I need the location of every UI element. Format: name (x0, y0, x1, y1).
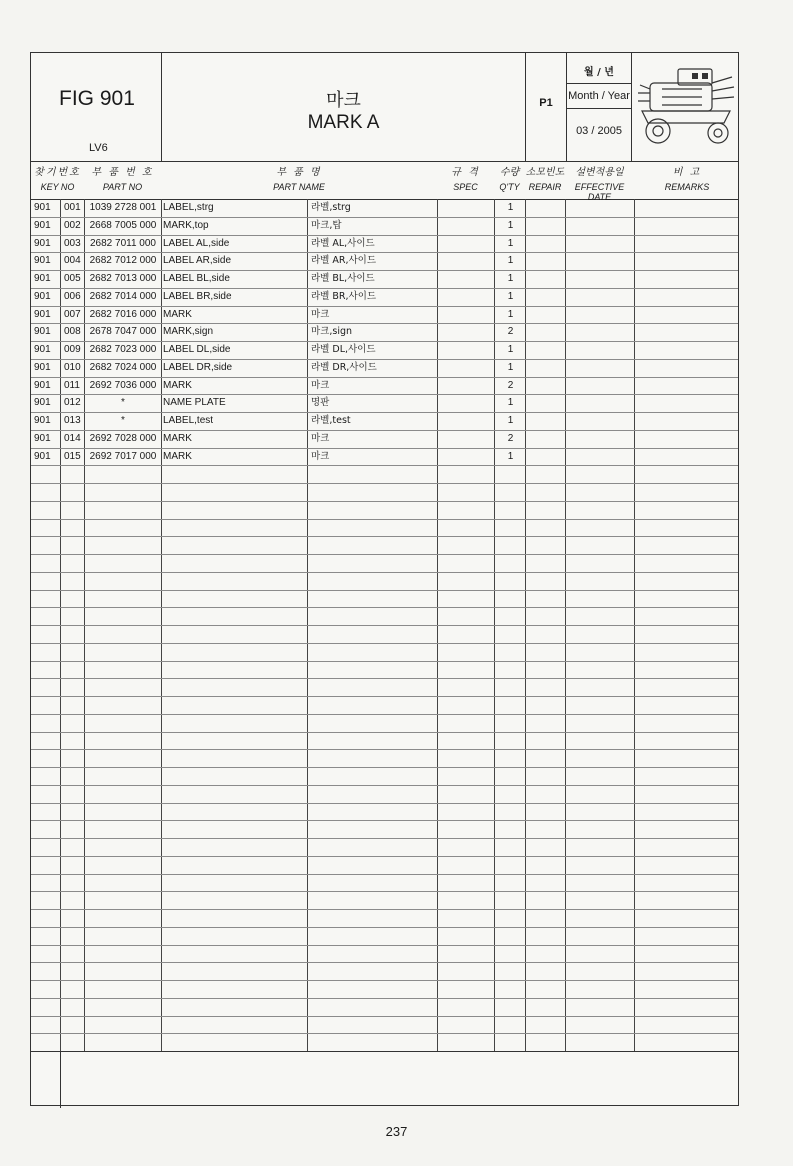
table-row (31, 306, 738, 324)
table-row (31, 377, 738, 395)
key-number: 015 (64, 450, 81, 462)
col-rem-en: REMARKS (664, 182, 710, 192)
row-rule (31, 980, 738, 981)
quantity: 1 (507, 255, 514, 267)
part-name-korean: 마크,탑 (311, 219, 342, 231)
col-qty (494, 161, 525, 199)
col-remarks (634, 161, 740, 199)
row-rule (31, 501, 738, 502)
quantity: 1 (507, 237, 514, 249)
part-number: 2682 7014 000 (89, 290, 157, 302)
row-rule (31, 643, 738, 644)
fig-number: 901 (34, 379, 51, 391)
table-row (31, 235, 738, 253)
table-row (31, 217, 738, 235)
key-number: 007 (64, 308, 81, 320)
key-number: 003 (64, 237, 81, 249)
col-key-en: KEY NO (40, 182, 75, 192)
fig-number: 901 (34, 361, 51, 373)
part-number: 2682 7011 000 (90, 237, 156, 249)
row-rule (31, 554, 738, 555)
table-row (31, 448, 738, 466)
title-korean: 마크 (326, 90, 361, 111)
quantity: 2 (507, 432, 514, 444)
title-english: MARK A (307, 112, 380, 133)
quantity: 1 (507, 290, 514, 302)
part-number: 2692 7028 000 (89, 432, 157, 444)
fig-number: 901 (34, 308, 51, 320)
fig-number: 901 (34, 290, 51, 302)
figure-title: FIG 901 (59, 87, 135, 110)
part-name-english: LABEL BR,side (163, 290, 232, 302)
part-name-korean: 마크,sign (311, 326, 353, 338)
row-rule (31, 661, 738, 662)
date-label-english: Month / Year (567, 83, 631, 109)
row-rule (31, 962, 738, 963)
col-part-en: PART NO (102, 182, 143, 192)
row-rule (31, 483, 738, 484)
quantity: 2 (507, 379, 514, 391)
part-name-english: LABEL AR,side (163, 255, 232, 267)
row-rule (31, 678, 738, 679)
row-rule (31, 856, 738, 857)
part-number: 2682 7023 000 (89, 344, 157, 355)
table-row (31, 394, 738, 412)
date-cell (567, 53, 632, 161)
col-part-name (161, 161, 437, 199)
part-name-korean: 마크 (311, 379, 330, 391)
row-rule (31, 803, 738, 804)
part-name-korean: 라벨 DR,사이드 (311, 361, 377, 373)
part-name-korean: 라벨 BR,사이드 (311, 290, 377, 302)
row-rule (31, 945, 738, 946)
part-name-english: MARK (163, 450, 192, 462)
part-number: * (121, 397, 125, 409)
part-name-english: LABEL BL,side (163, 273, 230, 284)
part-name-korean: 라벨 DL,사이드 (311, 344, 376, 355)
key-number: 012 (64, 397, 81, 409)
row-rule (31, 590, 738, 591)
key-number: 008 (64, 326, 81, 338)
quantity: 1 (507, 202, 514, 213)
fig-number: 901 (34, 450, 51, 462)
part-number: 2692 7036 000 (89, 379, 157, 391)
part-number: * (121, 415, 125, 426)
part-number: 2682 7016 000 (89, 308, 157, 320)
quantity: 1 (507, 344, 514, 355)
fig-number: 901 (34, 415, 51, 426)
part-name-english: LABEL DR,side (163, 361, 233, 373)
date-label-korean: 월 / 년 (584, 67, 614, 78)
part-name-english: MARK (163, 308, 192, 320)
fig-number: 901 (34, 326, 51, 338)
fig-number: 901 (34, 273, 51, 284)
row-rule (31, 732, 738, 733)
tractor-illustration-icon (632, 53, 740, 161)
col-repair (525, 161, 565, 199)
row-rule (31, 519, 738, 520)
col-part-ko: 부 품 번 호 (91, 167, 154, 178)
key-number: 004 (64, 255, 81, 267)
col-key-ko: 찾기번호 (34, 167, 81, 178)
row-rule (31, 572, 738, 573)
col-qty-en: Q'TY (499, 182, 520, 192)
key-number: 002 (64, 219, 81, 231)
col-name-en: PART NAME (273, 182, 325, 192)
row-rule (31, 874, 738, 875)
row-rule (31, 998, 738, 999)
quantity: 1 (507, 308, 514, 320)
quantity: 1 (507, 397, 514, 409)
part-name-korean: 마크 (311, 432, 330, 444)
page-label: P1 (539, 97, 553, 109)
title-cell (162, 53, 526, 161)
page-number: 237 (385, 1124, 408, 1139)
column-header-row (31, 161, 738, 200)
col-spec (437, 161, 494, 199)
part-name-english: LABEL,strg (163, 202, 214, 213)
footer-divider (60, 1052, 61, 1108)
quantity: 1 (507, 361, 514, 373)
fig-number: 901 (34, 202, 51, 213)
part-name-korean: 명판 (311, 397, 330, 409)
part-name-korean: 마크 (311, 450, 330, 462)
table-row (31, 412, 738, 430)
col-qty-ko: 수량 (499, 167, 520, 178)
part-name-korean: 라벨,test (311, 415, 351, 426)
row-rule (31, 820, 738, 821)
date-value: 03 / 2005 (576, 125, 622, 137)
col-rem-ko: 비 고 (672, 167, 702, 178)
row-rule (31, 838, 738, 839)
part-name-korean: 라벨 AR,사이드 (311, 255, 377, 267)
part-number: 2682 7012 000 (89, 255, 157, 267)
part-name-english: NAME PLATE (163, 397, 226, 409)
fig-number: 901 (34, 219, 51, 231)
col-effective-date (565, 161, 634, 202)
part-number: 2682 7013 000 (89, 273, 157, 284)
quantity: 1 (507, 415, 514, 426)
part-name-english: MARK (163, 379, 192, 391)
page-cell (526, 53, 567, 161)
part-name-english: LABEL AL,side (163, 237, 230, 249)
row-rule (31, 714, 738, 715)
row-rule (31, 1016, 738, 1017)
table-row (31, 430, 738, 448)
sheet-header (31, 53, 738, 162)
table-row (31, 199, 738, 217)
col-spec-en: SPEC (453, 182, 478, 192)
fig-number: 901 (34, 237, 51, 249)
row-rule (31, 909, 738, 910)
figure-cell (31, 53, 162, 161)
fig-number: 901 (34, 344, 51, 355)
part-number: 2678 7047 000 (89, 326, 157, 338)
part-name-english: MARK,sign (163, 326, 214, 338)
part-name-korean: 라벨 AL,사이드 (311, 237, 375, 249)
row-rule (31, 607, 738, 608)
key-number: 010 (64, 361, 81, 373)
key-number: 005 (64, 273, 81, 284)
part-number: 2682 7024 000 (89, 361, 157, 373)
part-name-english: MARK,top (163, 219, 209, 231)
col-spec-ko: 규 격 (451, 167, 480, 178)
part-name-korean: 라벨 BL,사이드 (311, 273, 375, 284)
row-rule (31, 749, 738, 750)
fig-number: 901 (34, 432, 51, 444)
part-number: 2668 7005 000 (89, 219, 157, 231)
row-rule (31, 625, 738, 626)
part-name-english: LABEL DL,side (163, 344, 231, 355)
col-eff-en: EFFECTIVE DATE (574, 182, 625, 202)
table-row (31, 252, 738, 270)
col-repair-en: REPAIR (528, 182, 562, 192)
quantity: 2 (507, 326, 514, 338)
col-key (31, 161, 84, 199)
col-eff-ko: 설변적용일 (575, 167, 624, 178)
table-row (31, 323, 738, 341)
col-part-no (84, 161, 161, 199)
row-rule (31, 785, 738, 786)
model-label: LV6 (89, 142, 108, 154)
key-number: 014 (64, 432, 81, 444)
part-name-korean: 라벨,strg (311, 202, 351, 213)
key-number: 013 (64, 415, 81, 426)
quantity: 1 (507, 273, 514, 284)
key-number: 006 (64, 290, 81, 302)
row-rule (31, 696, 738, 697)
key-number: 011 (64, 379, 80, 391)
row-rule (31, 1033, 738, 1034)
row-rule (31, 891, 738, 892)
key-number: 001 (64, 202, 81, 213)
table-row (31, 288, 738, 306)
row-rule (31, 767, 738, 768)
part-number: 2692 7017 000 (89, 450, 157, 462)
table-row (31, 341, 738, 359)
table-row (31, 359, 738, 377)
sheet-footer (31, 1051, 738, 1108)
col-repair-ko: 소모빈도 (525, 167, 565, 178)
part-name-english: MARK (163, 432, 192, 444)
quantity: 1 (507, 450, 514, 462)
part-name-english: LABEL,test (163, 415, 214, 426)
parts-sheet (30, 52, 739, 1106)
fig-number: 901 (34, 255, 51, 267)
part-number: 1039 2728 001 (89, 202, 157, 213)
part-name-korean: 마크 (311, 308, 330, 320)
quantity: 1 (507, 219, 514, 231)
row-rule (31, 927, 738, 928)
key-number: 009 (64, 344, 81, 355)
col-name-ko: 부 품 명 (276, 167, 322, 178)
row-rule (31, 536, 738, 537)
table-row (31, 270, 738, 288)
fig-number: 901 (34, 397, 51, 409)
